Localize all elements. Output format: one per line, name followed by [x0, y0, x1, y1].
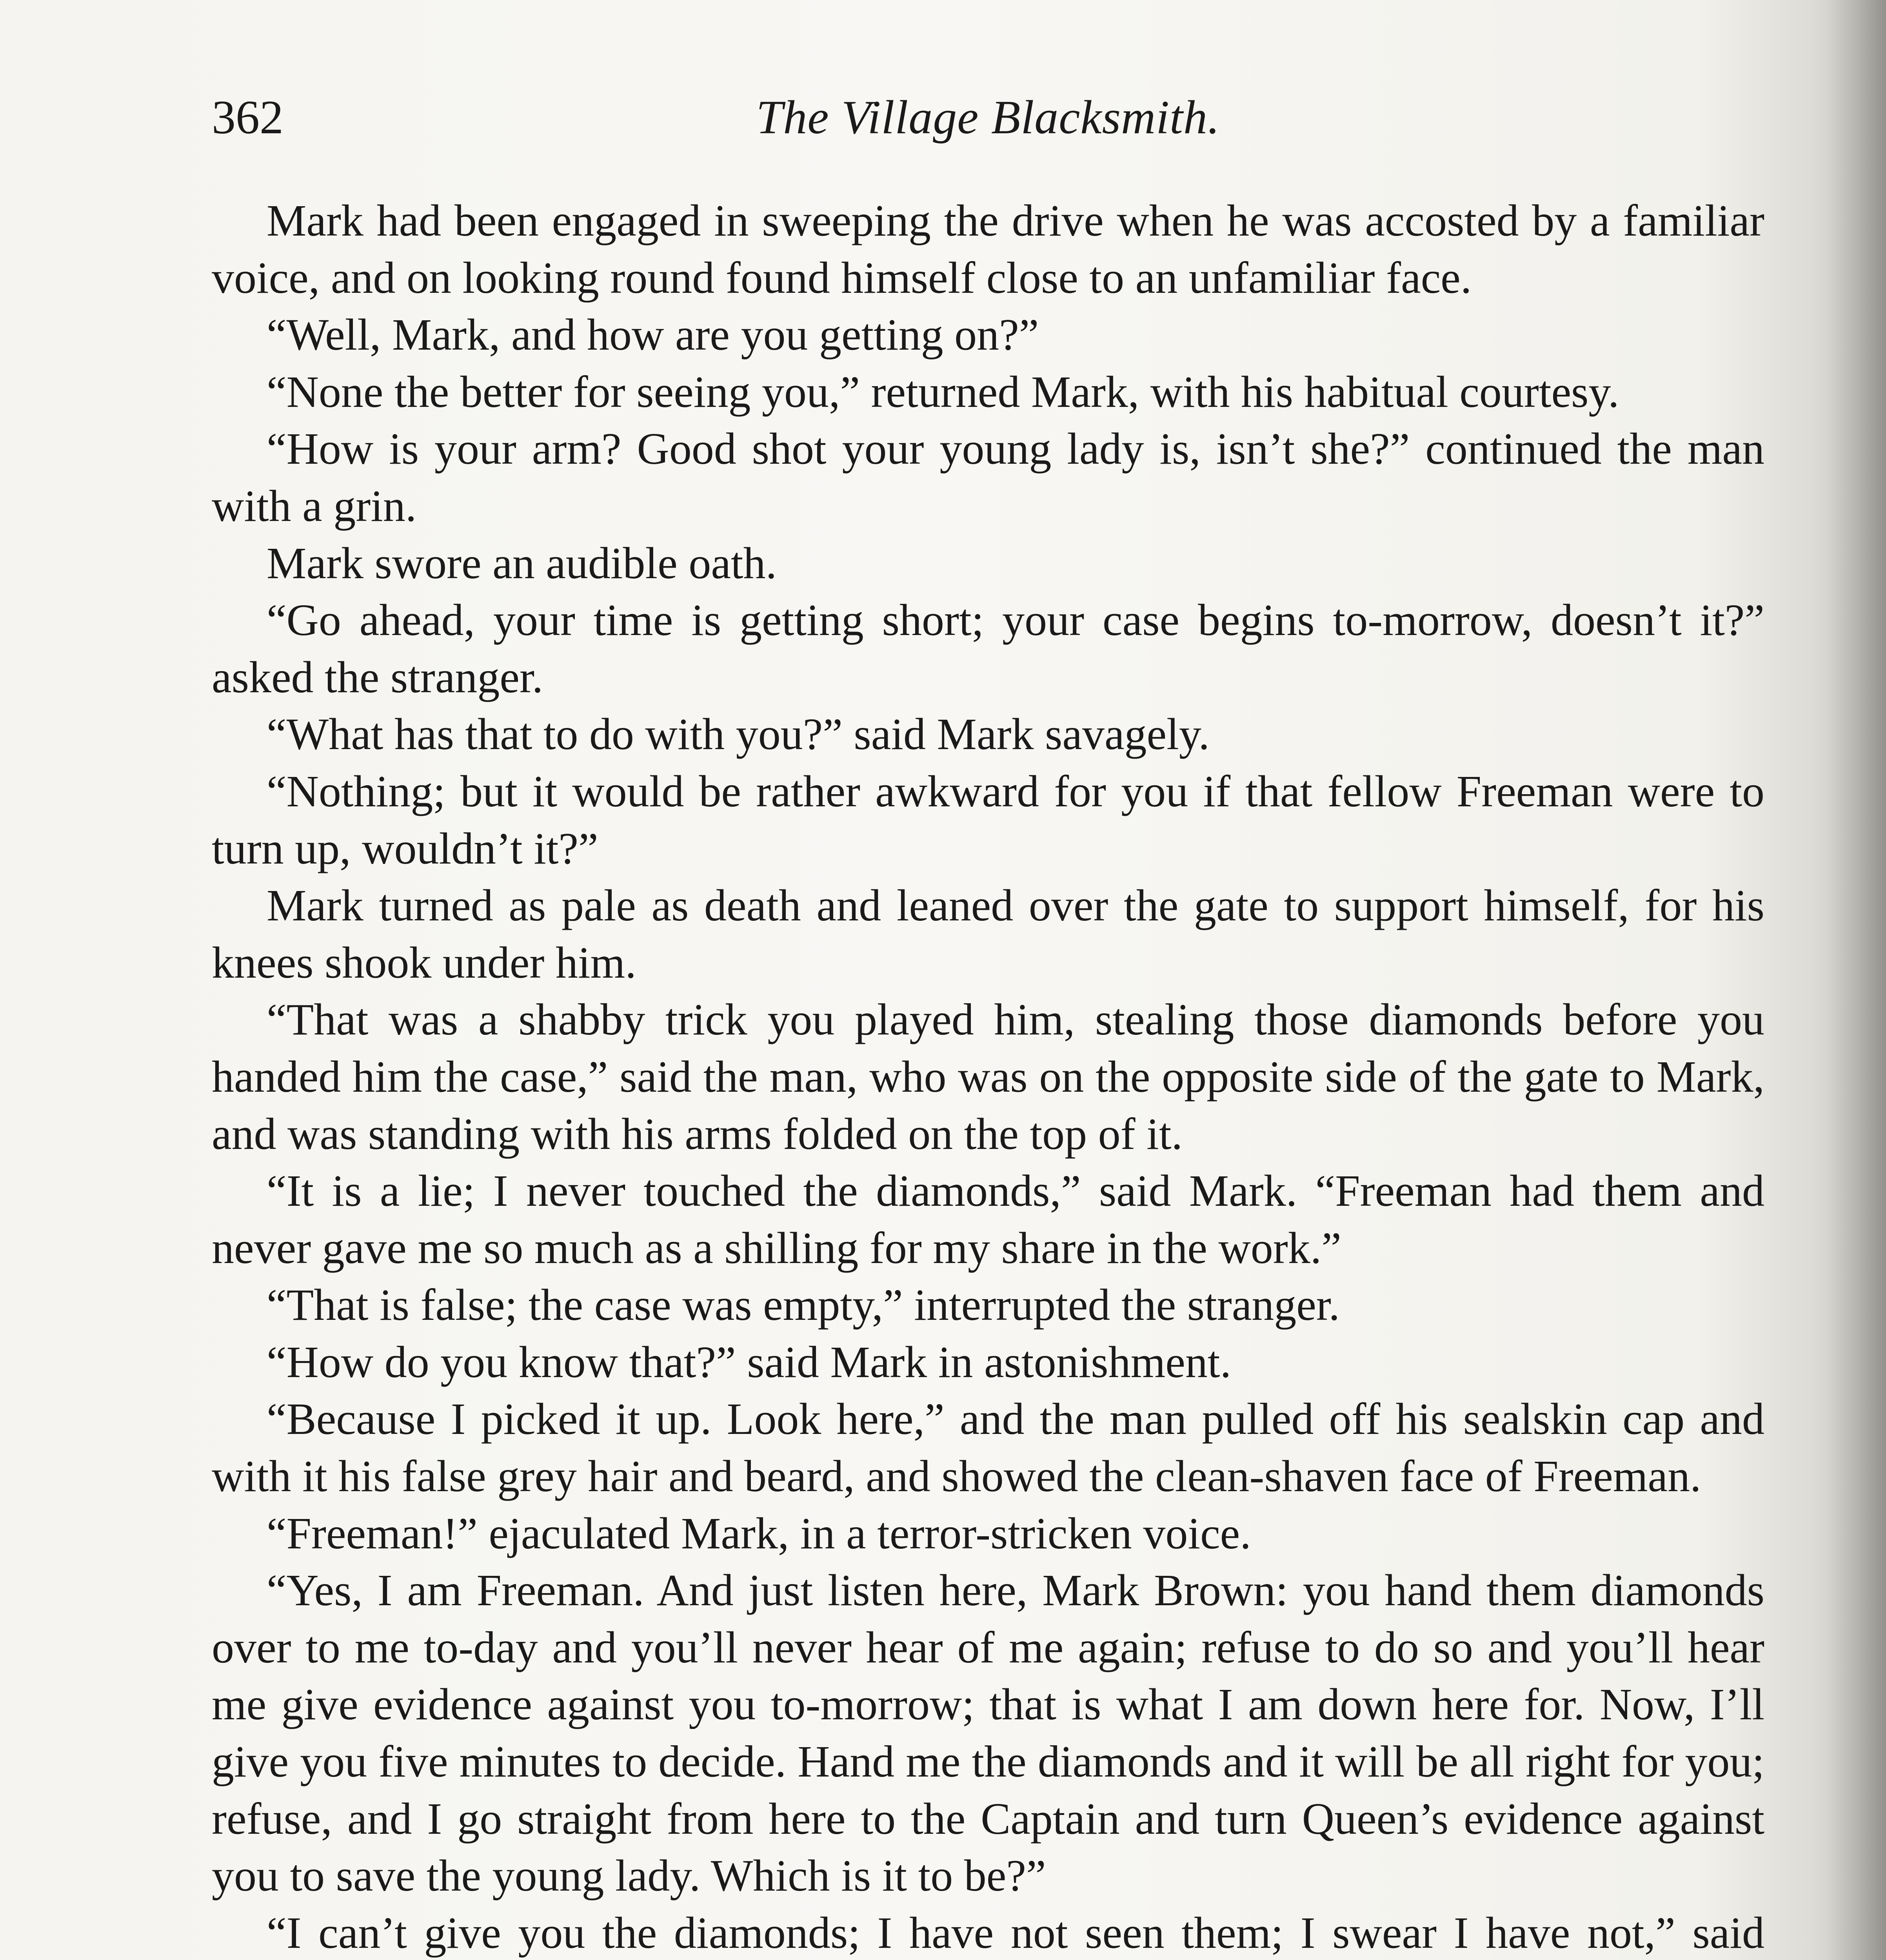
paragraph: “It is a lie; I never touched the diamonds,” said Mark. “Freeman had them and never gave me so much as a shilling for my share in the work.” — [212, 1166, 1764, 1273]
paragraph: “Yes, I am Freeman. And just listen here, Mark Brown: you hand them diamonds over to me to-day and you’ll never hear of me again; refuse to do so and you’ll hear me give evidence against you to-morrow; that is what I am down here for. Now, I’ll give you five minutes to decide. Hand me the diamonds and it will be all right for you; refuse, and I go straight from here to the Captain and turn Queen’s evidence against you to save the young lady. Which is it to be?” — [212, 1565, 1764, 1901]
paragraph: “How do you know that?” said Mark in astonishment. — [267, 1337, 1232, 1387]
paragraph: Mark had been engaged in sweeping the drive when he was accosted by a familiar voice, and on looking round found himself close to an unfamiliar face. — [212, 196, 1764, 303]
paragraph: “How is your arm? Good shot your young lady is, isn’t she?” continued the man with a grin. — [212, 424, 1764, 531]
paragraph: “Because I picked it up. Look here,” and the man pulled off his sealskin cap and with it his false grey hair and beard, and showed the clean-shaven face of Freeman. — [212, 1394, 1764, 1501]
paragraph: “Well, Mark, and how are you getting on?” — [267, 310, 1039, 360]
paragraph: “None the better for seeing you,” returned Mark, with his habitual courtesy. — [267, 367, 1619, 417]
paragraph: “Nothing; but it would be rather awkward for you if that fellow Freeman were to turn up, wouldn’t it?” — [212, 766, 1764, 873]
page-edge-shadow — [1827, 0, 1886, 1960]
paragraph: “That was a shabby trick you played him, stealing those diamonds before you handed him the case,” said the man, who was on the opposite side of the gate to Mark, and was standing with his arms folded on the top of it. — [212, 995, 1764, 1159]
page-number: 362 — [212, 91, 283, 144]
paragraph: “What has that to do with you?” said Mark savagely. — [267, 709, 1210, 759]
paragraph: “I can’t give you the diamonds; I have not seen them; I swear I have not,” said — [267, 1907, 1764, 1958]
running-title: The Village Blacksmith. — [756, 91, 1220, 144]
paragraph: “That is false; the case was empty,” interrupted the stranger. — [267, 1280, 1340, 1330]
paragraph: “Go ahead, your time is getting short; your case begins to-morrow, doesn’t it?” asked the stranger. — [212, 595, 1764, 702]
paragraph: Mark turned as pale as death and leaned over the gate to support himself, for his knees shook under him. — [212, 880, 1764, 987]
paragraph: Mark swore an audible oath. — [267, 538, 777, 588]
paragraph: “Freeman!” ejaculated Mark, in a terror-stricken voice. — [267, 1508, 1251, 1558]
page-header — [212, 78, 1764, 157]
body-text — [212, 192, 1764, 1960]
